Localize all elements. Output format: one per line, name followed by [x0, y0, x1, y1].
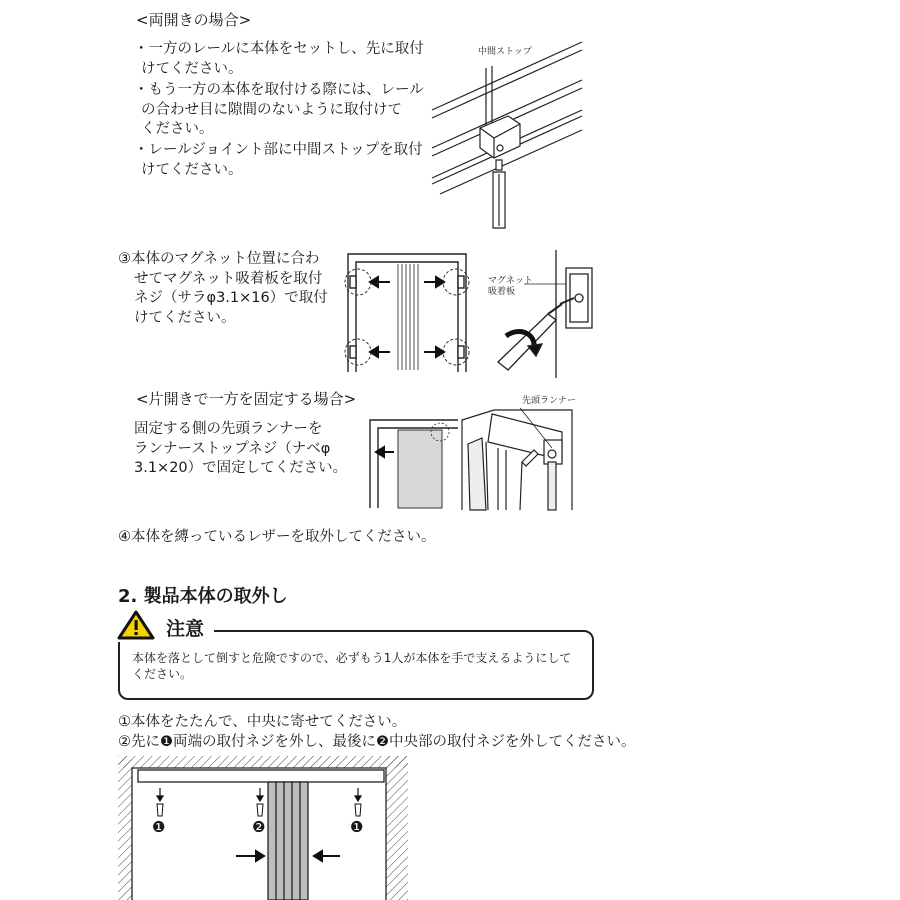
magnet-plate-figure — [480, 250, 620, 380]
caution-line: ください。 — [132, 667, 193, 681]
one-side-line: 3.1×20）で固定してください。 — [134, 460, 348, 476]
both-open-bullet-2 — [134, 81, 424, 140]
removal-step2: ②先に❶両端の取付ネジを外し、最後に❷中央部の取付ネジを外してください。 — [118, 734, 636, 750]
label-line: マグネット — [488, 276, 533, 286]
one-side-line: 固定する側の先頭ランナーを — [134, 421, 323, 437]
bullet-line: の合わせ目に隙間のないように取付けて — [141, 101, 402, 118]
step3-line: けてください。 — [134, 309, 236, 326]
one-side-line: ランナーストップネジ（ナベφ — [134, 440, 331, 457]
both-open-bullet-3 — [134, 141, 423, 180]
step3-line: せてマグネット吸着板を取付 — [134, 270, 323, 287]
step4-text: ④本体を縛っているレザーを取外してください。 — [118, 529, 436, 545]
marker-1-right: ❶ — [350, 818, 364, 836]
both-open-bullet-1 — [134, 40, 424, 79]
bullet-line: ・一方のレールに本体をセットし、先に取付 — [134, 41, 424, 57]
one-side-text — [134, 420, 347, 479]
marker-2-center: ❷ — [252, 818, 266, 836]
rail-middle-stop-figure — [420, 38, 590, 238]
step3-line: ③本体のマグネット位置に合わ — [118, 251, 320, 267]
one-side-heading: <片開きで一方を固定する場合> — [136, 390, 357, 408]
both-open-heading: <両開きの場合> — [136, 11, 252, 29]
caution-title-rule — [214, 630, 242, 632]
marker-1-left: ❶ — [152, 818, 166, 836]
bullet-line: けてください。 — [141, 161, 243, 178]
one-side-door-figure — [368, 418, 460, 510]
step3-text — [118, 250, 328, 328]
lead-runner-label: 先頭ランナー — [522, 396, 577, 406]
lead-runner-figure — [462, 404, 572, 512]
caution-line: 本体を落として倒すと危険ですので、必ずもう1人が本体を手で支えるようにして — [132, 651, 572, 665]
section2-heading: 2. 製品本体の取外し — [118, 586, 288, 607]
step3-line: ネジ（サラφ3.1×16）で取付 — [134, 290, 328, 306]
bullet-line: ・レールジョイント部に中間ストップを取付 — [134, 142, 423, 158]
caution-text — [132, 650, 571, 682]
label-line: 吸着板 — [488, 287, 516, 297]
middle-stop-label: 中間ストップ — [478, 47, 532, 57]
bullet-line: けてください。 — [141, 60, 243, 77]
removal-step1: ①本体をたたんで、中央に寄せてください。 — [118, 714, 407, 730]
caution-title: 注意 — [166, 618, 205, 640]
bullet-line: ください。 — [141, 121, 214, 137]
warning-icon — [118, 610, 156, 640]
bullet-line: ・もう一方の本体を取付ける際には、レール — [134, 82, 424, 98]
door-magnet-figure — [346, 252, 468, 374]
